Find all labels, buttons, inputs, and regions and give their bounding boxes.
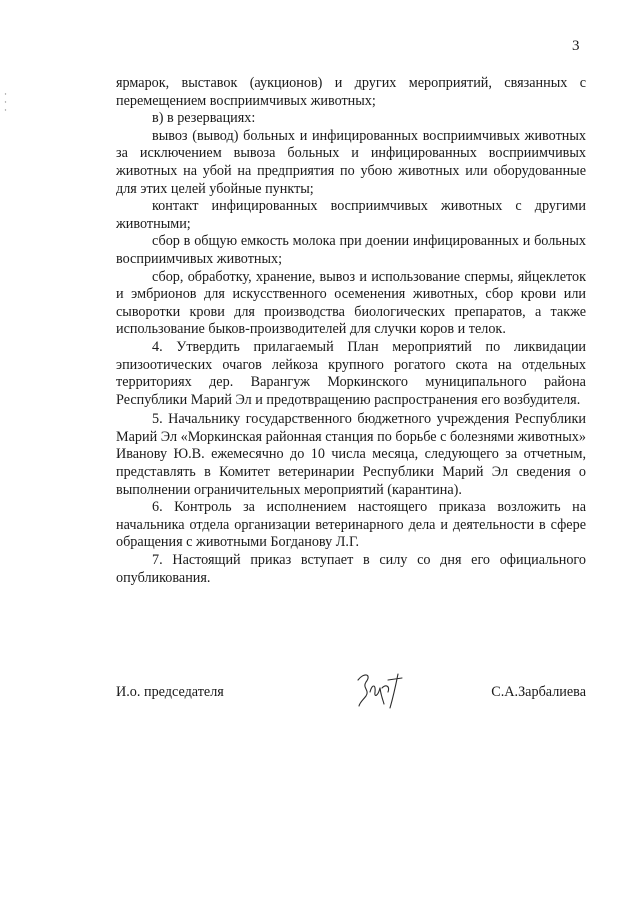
paragraph-item-5: 5. Начальнику государственного бюджетного учреждения Республики Марий Эл «Моркинская районная станция по борьбе с болезнями животных» Иванову Ю.В. ежемесячно до 10 числа месяца, следующего за отчетным, представлять в Комитет ветеринарии Республики Марий Эл сведения о выполнении ограничительных мероприятий (карантина).: [116, 411, 586, 498]
margin-mark: [4, 92, 7, 112]
paragraph: ярмарок, выставок (аукционов) и других мероприятий, связанных с перемещением восприимчивых животных;: [116, 75, 586, 109]
paragraph: в) в резервациях:: [152, 110, 256, 127]
paragraph-item-6: 6. Контроль за исполнением настоящего приказа возложить на начальника отдела организации ветеринарного дела и деятельности в сфере обращения с животными Богданову Л.Г.: [116, 499, 586, 551]
paragraph: вывоз (вывод) больных и инфицированных восприимчивых животных за исключением вывоза больных и инфицированных восприимчивых животных на убой на предприятия по убою животных или оборудованные для этих целей убойные пункты;: [116, 127, 586, 197]
paragraph-item-7: 7. Настоящий приказ вступает в силу со дня его официального опубликования.: [116, 552, 586, 586]
signature-block: [116, 674, 586, 724]
paragraph: контакт инфицированных восприимчивых животных с другими животными;: [116, 198, 586, 232]
signatory-name: С.А.Зарбалиева: [491, 684, 586, 700]
document-body: [116, 75, 586, 587]
paragraph: сбор, обработку, хранение, вывоз и использование спермы, яйцеклеток и эмбрионов для искусственного осеменения животных, сбор крови или сыворотки крови для производства биологических препаратов, а также использование быков-производителей для случки коров и телок.: [116, 268, 586, 338]
handwritten-signature: [354, 666, 408, 712]
signatory-role: И.о. председателя: [116, 684, 224, 700]
paragraph: сбор в общую емкость молока при доении инфицированных и больных восприимчивых животных;: [116, 233, 586, 267]
paragraph-item-4: 4. Утвердить прилагаемый План мероприятий по ликвидации эпизоотических очагов лейкоза крупного рогатого скота на отдельных территориях дер. Варангуж Моркинского муниципального района Республики Марий Эл и предотвращению распространения его возбудителя.: [116, 338, 586, 408]
page-number: 3: [572, 38, 580, 54]
